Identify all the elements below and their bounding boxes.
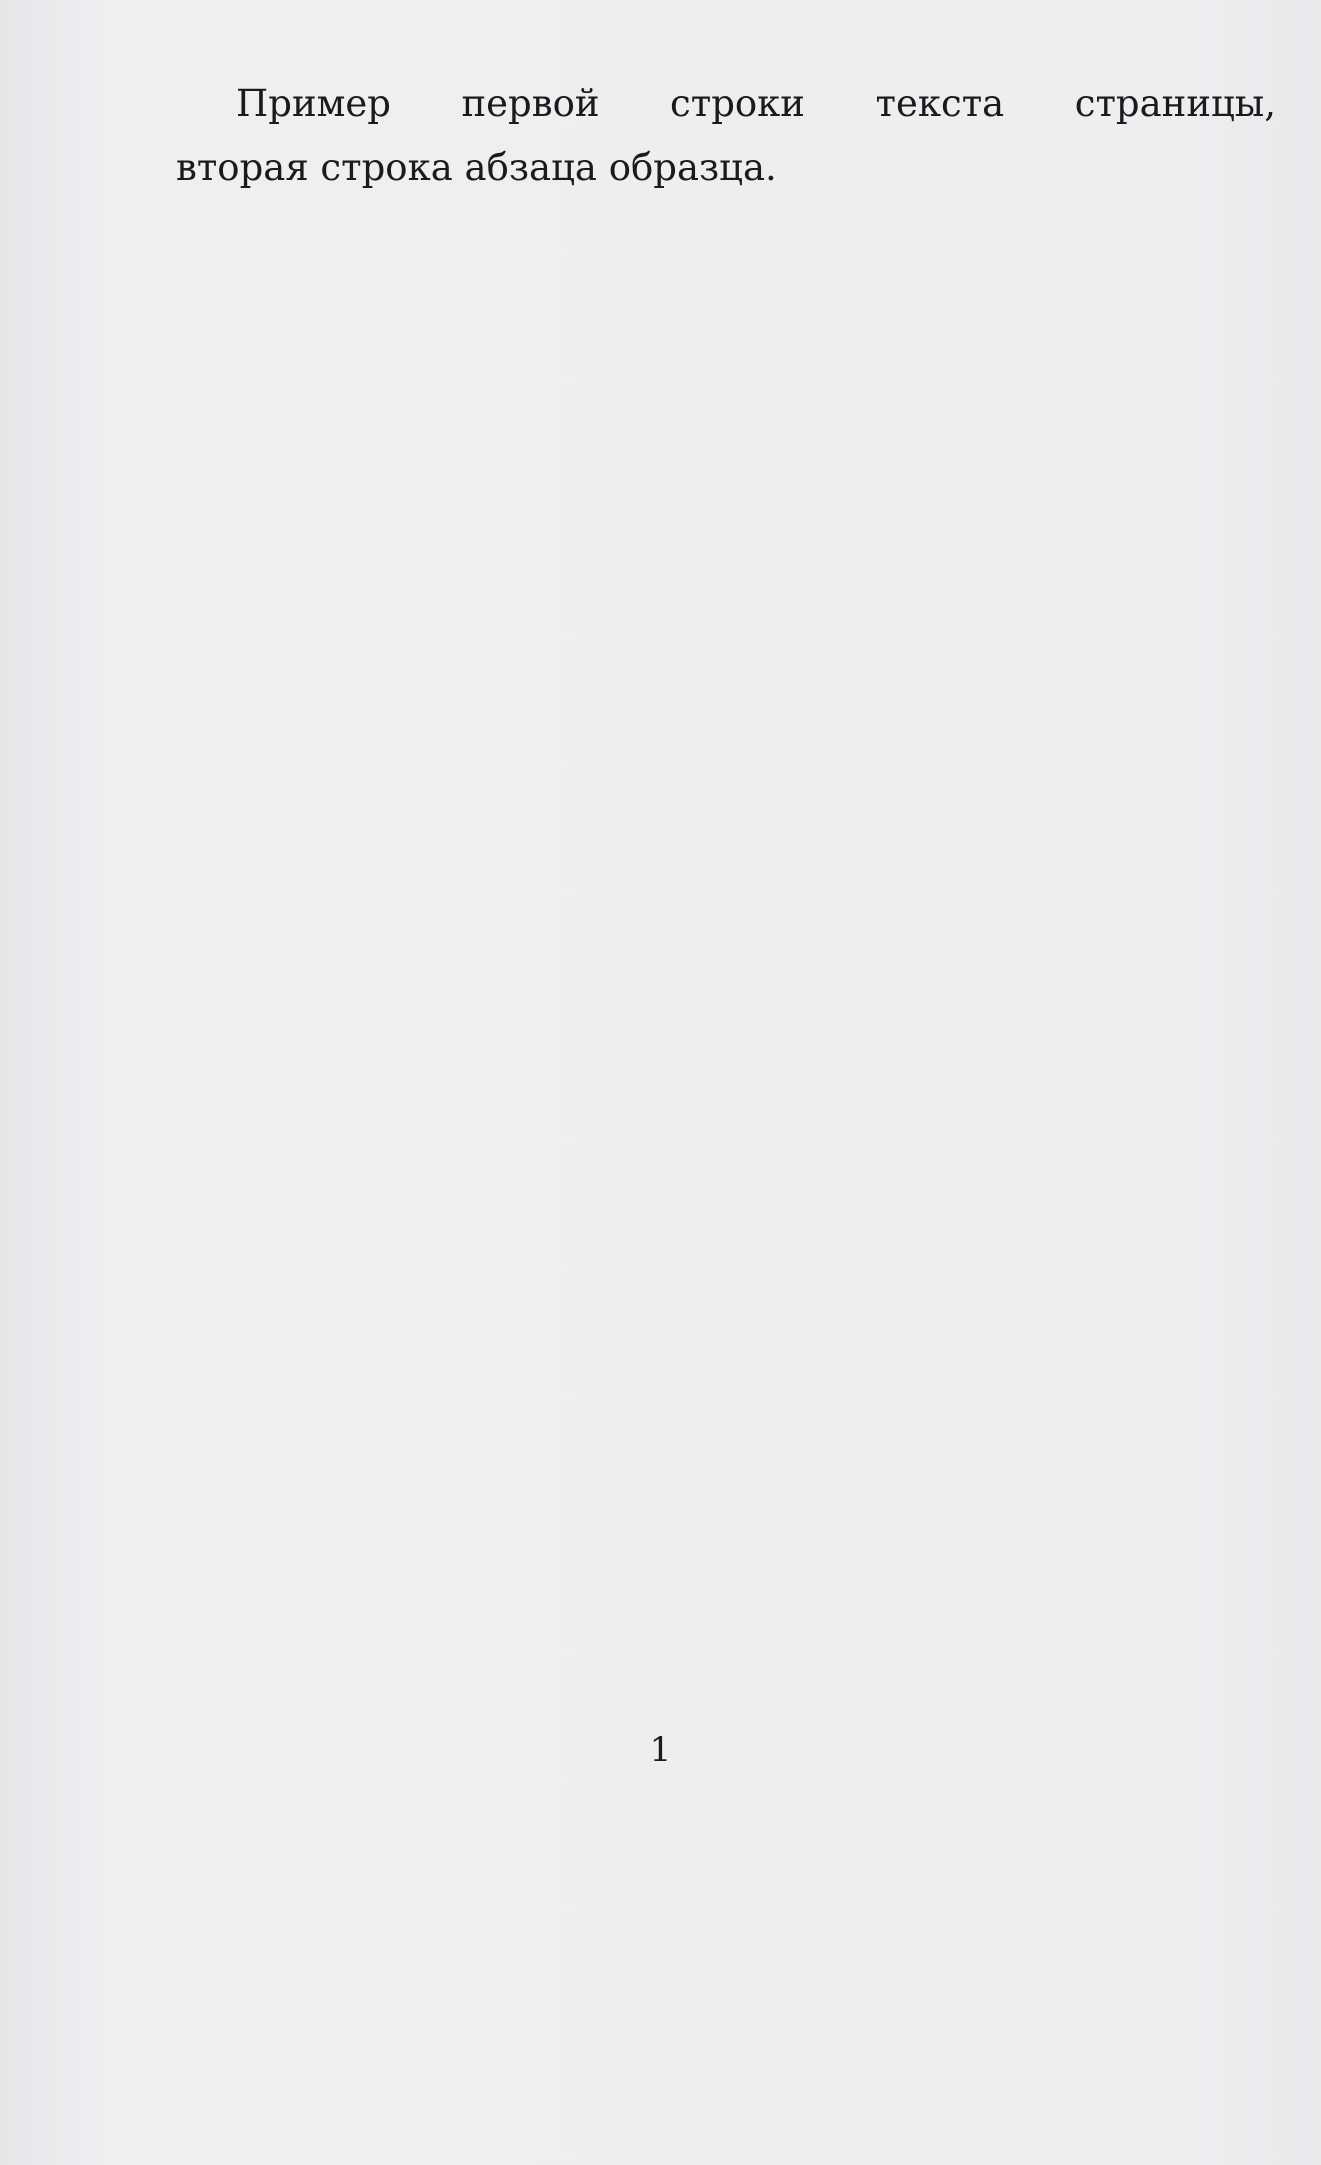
- body-text: [176, 72, 1276, 199]
- page-number: 1: [649, 1730, 672, 1770]
- text-line: Пример первой строки текста страницы,: [236, 82, 1276, 125]
- text-line: вторая строка абзаца образца.: [176, 145, 777, 189]
